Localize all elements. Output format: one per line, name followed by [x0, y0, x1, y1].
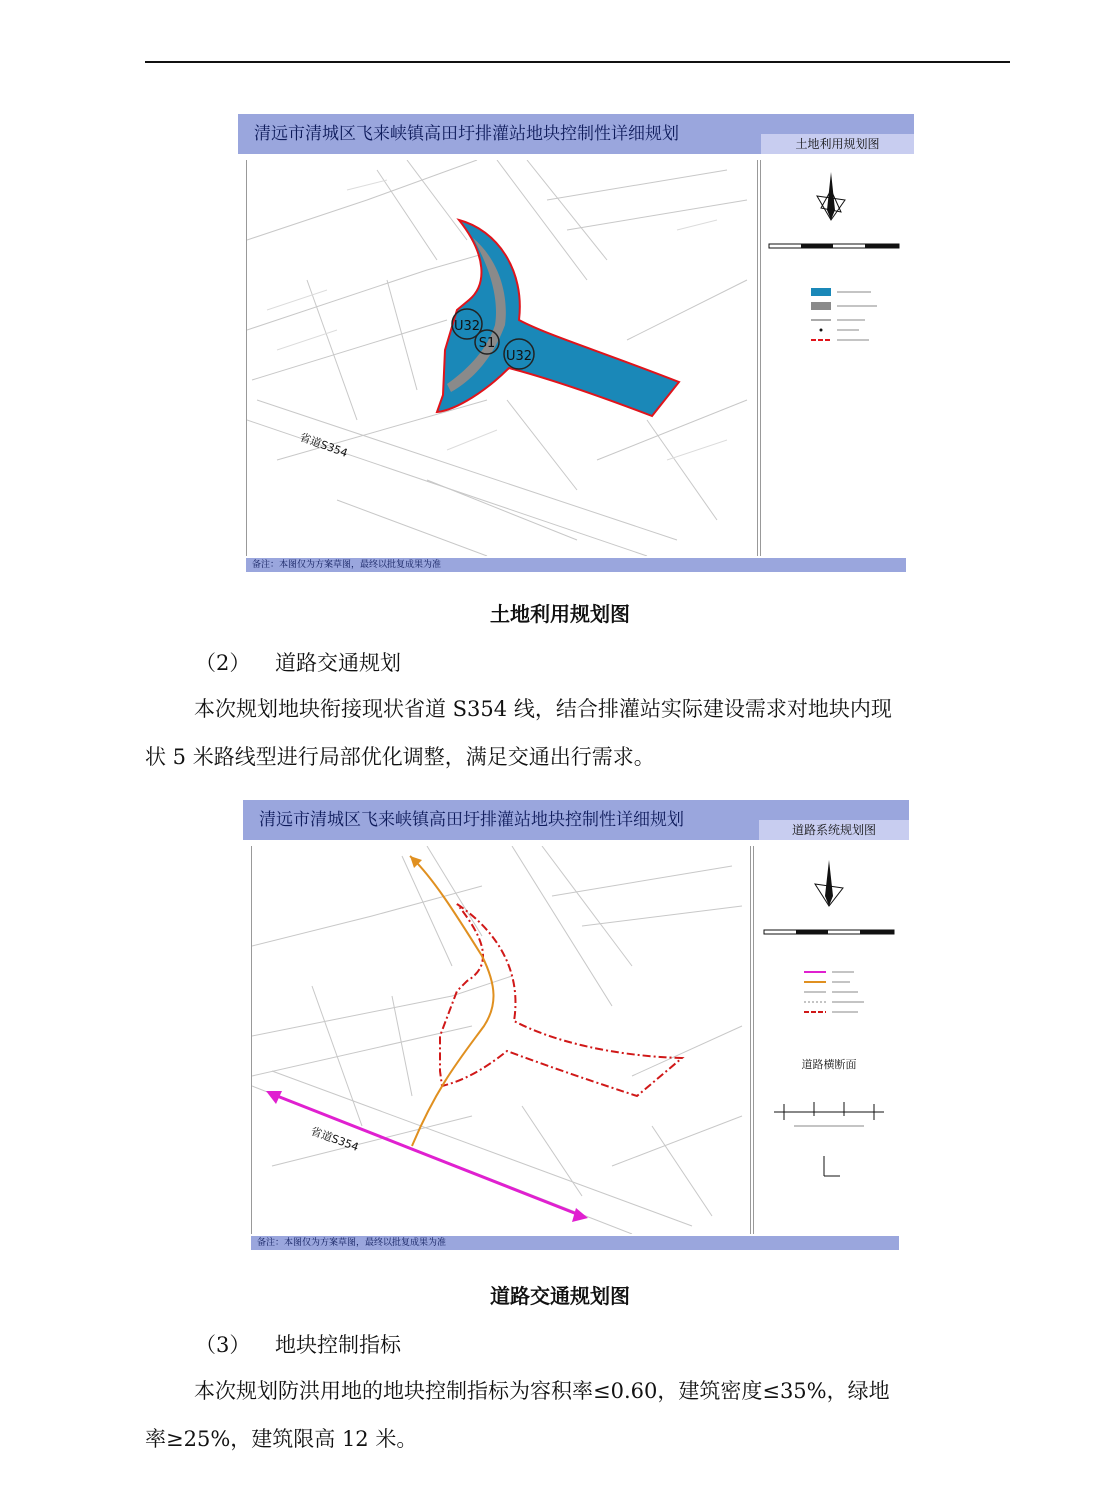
section-title: 道路交通规划 — [275, 651, 401, 675]
map-label-road-s354: 省道S354 — [308, 1124, 361, 1154]
figure-banner: 清远市清城区飞来峡镇高田圩排灌站地块控制性详细规划 — [238, 114, 914, 154]
map-label-road-s354: 省道S354 — [297, 430, 350, 460]
main-road-s354 — [266, 1091, 588, 1222]
road-cross-section-title: 道路横断面 — [801, 1058, 857, 1071]
figure-subtitle: 土地利用规划图 — [761, 134, 914, 154]
legend-items — [804, 972, 864, 1012]
figure-subtitle: 道路系统规划图 — [759, 820, 909, 840]
map-label-u32-b: U32 — [505, 349, 533, 364]
header-rule — [145, 61, 1010, 63]
road-system-map — [251, 846, 751, 1234]
scale-bar — [764, 930, 894, 934]
section-number: （2） — [195, 651, 251, 675]
land-use-parcel — [437, 220, 679, 416]
figure-caption-land-use: 土地利用规划图 — [490, 602, 630, 626]
section-number: （3） — [195, 1333, 251, 1357]
land-use-legend-drawing — [761, 160, 909, 380]
legend-items — [811, 288, 877, 340]
figure-caption-road: 道路交通规划图 — [490, 1284, 630, 1308]
land-use-figure — [238, 114, 914, 574]
figure-banner: 清远市清城区飞来峡镇高田圩排灌站地块控制性详细规划 — [243, 800, 909, 840]
figure-note: 备注：本图仅为方案草图，最终以批复成果为准 — [246, 558, 906, 572]
land-use-map-drawing — [247, 160, 757, 556]
paragraph-control-line1: 本次规划防洪用地的地块控制指标为容积率≤0.60，建筑密度≤35%，绿地 — [194, 1379, 890, 1403]
north-arrow-icon — [815, 860, 843, 906]
scale-bar — [769, 244, 899, 248]
branch-road — [410, 856, 494, 1146]
road-legend-drawing — [754, 846, 904, 1046]
paragraph-road-line1: 本次规划地块衔接现状省道 S354 线，结合排灌站实际建设需求对地块内现 — [194, 697, 892, 721]
plot-boundary — [440, 904, 682, 1096]
road-system-figure — [243, 800, 909, 1252]
land-use-legend-panel — [760, 160, 909, 556]
road-system-map-drawing — [252, 846, 750, 1234]
section-title: 地块控制指标 — [275, 1333, 401, 1357]
road-cross-section-drawing — [754, 1076, 904, 1206]
land-use-map — [246, 160, 758, 556]
road-legend-panel — [753, 846, 904, 1234]
paragraph-road-line2: 状 5 米路线型进行局部优化调整，满足交通出行需求。 — [145, 745, 655, 769]
section-heading-control — [195, 1329, 401, 1359]
paragraph-control-line2: 率≥25%，建筑限高 12 米。 — [145, 1427, 418, 1451]
map-label-s1: S1 — [478, 336, 496, 351]
section-heading-road — [195, 647, 401, 677]
figure-note: 备注：本图仅为方案草图，最终以批复成果为准 — [251, 1236, 899, 1250]
north-arrow-icon — [817, 172, 845, 220]
map-label-u32-a: U32 — [453, 319, 481, 334]
